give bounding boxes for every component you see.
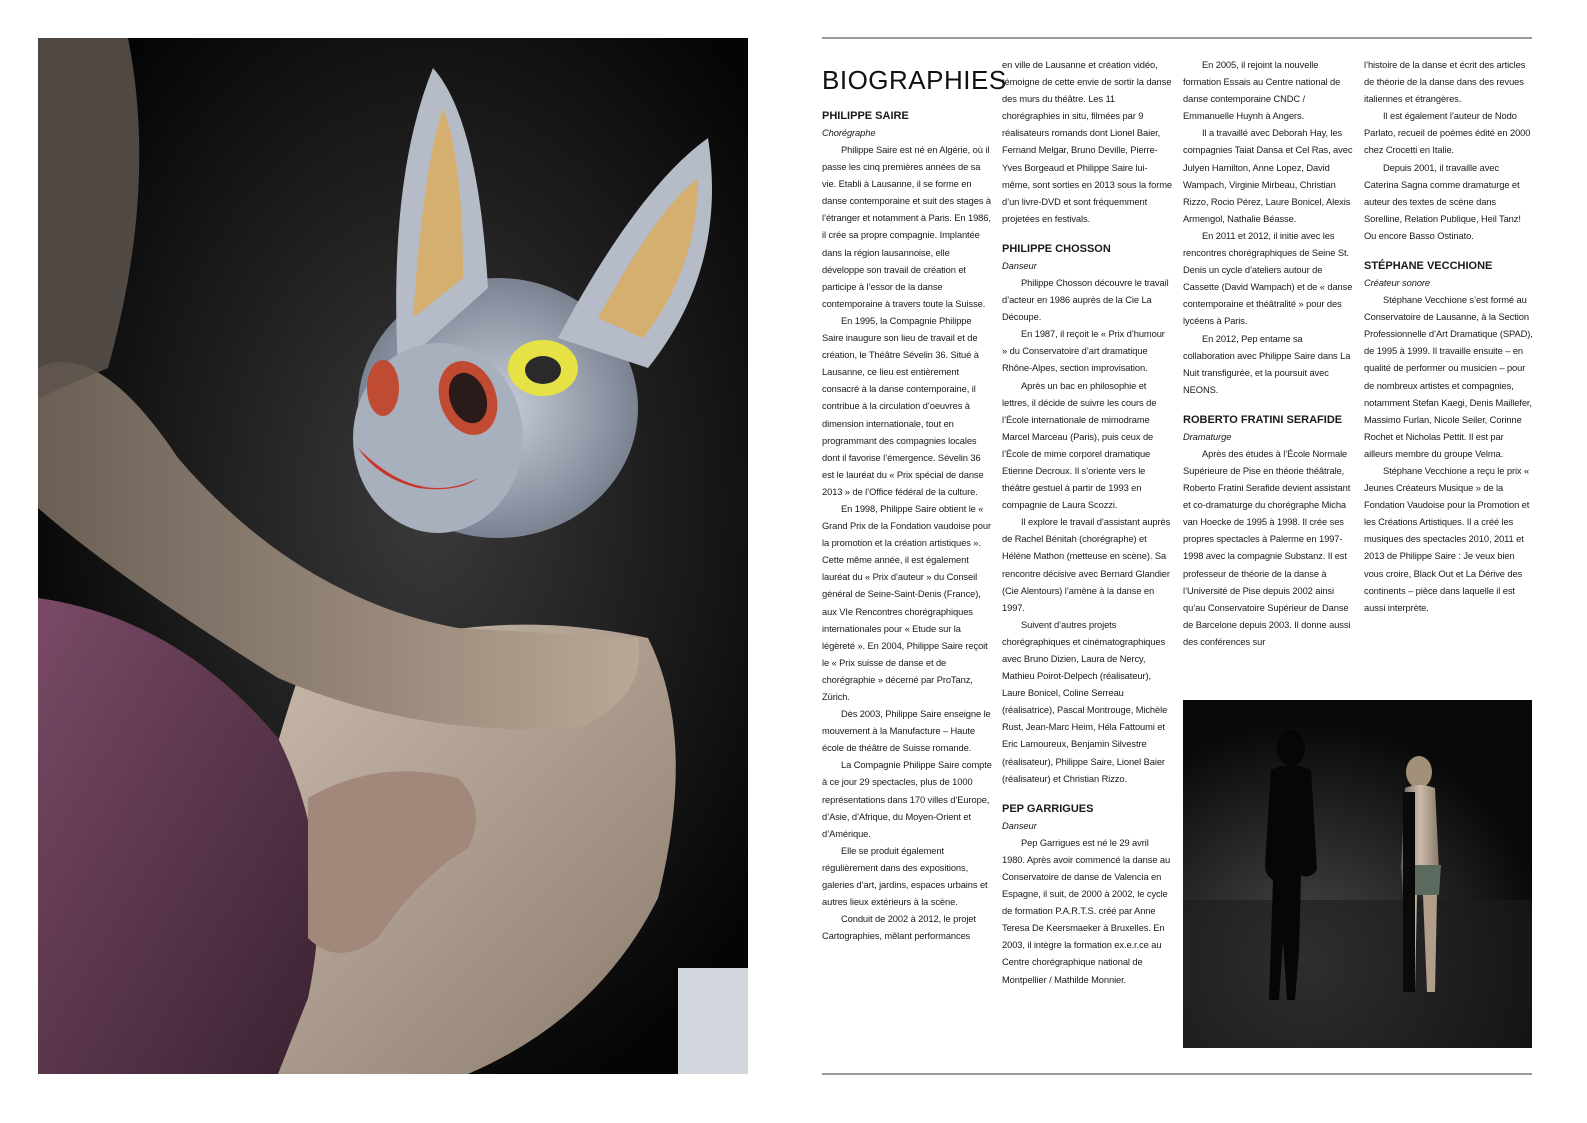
text-column-2 (1002, 57, 1172, 989)
bio-role: Chorégraphe (822, 128, 876, 138)
bio-paragraph: Après un bac en philosophie et lettres, il décide de suivre les cours de l’École internationale de mimodrame Marcel Marceau (Paris), puis ceux de l’École de mime corporel dramatique Etienne Decroux. Il s’oriente vers le théâtre gestuel à partir de 1993 en compagnie de Laura Scozzi. (1002, 380, 1157, 511)
bio-paragraph: Stéphane Vecchione a reçu le prix « Jeunes Créateurs Musique » de la Fondation Vaudoise pour la Promotion et les Créations Artistiques. Il a créé les musiques des spectacles 2010, 2011 et 2013 de Philippe Saire : Je veux bien vous croire, Black Out et La Dérive des continents – pièce dans laquelle il est aussi interprète. (1364, 465, 1530, 613)
bio-paragraph: Philippe Chosson découvre le travail d’acteur en 1986 auprès de la Cie La Découpe. (1002, 277, 1169, 323)
bio-paragraph: Suivent d’autres projets chorégraphiques et cinématographiques avec Bruno Dizien, Laura de Nercy, Mathieu Poirot-Delpech (réalisateur), Laure Bonicel, Coline Serreau (réalisatrice), Pascal Montrouge, Michèle Rust, Jean-Marc Heim, Héla Fattoumi et Eric Lamoureux, Benjamin Silvestre (réalisateur), Philippe Saire, Lionel Baier (réalisateur) et Christian Rizzo. (1002, 619, 1168, 784)
bio-paragraph-continued: l’histoire de la danse et écrit des articles de théorie de la danse dans des revues italiennes et étrangères. (1364, 60, 1526, 105)
dancer-donkey-mask-photo (38, 38, 748, 1074)
top-divider (822, 37, 1532, 39)
text-column-3 (1183, 57, 1353, 651)
bio-name: PHILIPPE SAIRE (822, 110, 909, 122)
bio-name: STÉPHANE VECCHIONE (1364, 260, 1493, 273)
text-column-1 (822, 57, 1007, 945)
bio-philippe-saire (822, 109, 992, 945)
bio-paragraph: En 2011 et 2012, il initie avec les rencontres chorégraphiques de Seine St. Denis un cycle d’ateliers autour de Cassette (David Wampach) et de « danse contemporaine et théâtralité » pour des lycéens à Paris. (1183, 230, 1353, 327)
bio-paragraph: En 1998, Philippe Saire obtient le « Grand Prix de la Fondation vaudoise pour la promotion et la création artistiques ». Cette même année, il est également lauréat du « Prix d’auteur » du Conseil général de Seine-Saint-Denis (France), aux VIe Rencontres chorégraphiques internationales pour « Etude sur la légèreté ». En 2004, Philippe Saire reçoit le « Prix suisse de danse et de chorégraphie » décerné par ProTanz, Zürich. (822, 503, 991, 702)
bio-paragraph: Pep Garrigues est né le 29 avril 1980. Après avoir commencé la danse au Conservatoire de danse de Valencia en Espagne, il suit, de 2000 à 2002, le cycle de formation P.A.R.T.S. créé par Anne Teresa De Keersmaeker à Bruxelles. En 2003, il intègre la formation ex.e.r.ce au Centre chorégraphique national de Montpellier / Mathilde Monnier. (1002, 837, 1171, 985)
bio-paragraph: Il a travaillé avec Deborah Hay, les compagnies Taiat Dansa et Cel Ras, avec Julyen Hamilton, Anne Lopez, David Wampach, Virginie Mirbeau, Christian Rizzo, Rocio Pérez, Laure Bonicel, Alexis Armengol, Nathalie Béasse. (1183, 128, 1353, 224)
dancers-stage-photo (1183, 700, 1532, 1048)
bio-roberto-fratini-serafide (1183, 413, 1353, 651)
bio-philippe-chosson (1002, 242, 1172, 788)
bio-paragraph: Conduit de 2002 à 2012, le projet Cartographies, mêlant performances (822, 914, 976, 942)
bio-name: PHILIPPE CHOSSON (1002, 242, 1111, 255)
bottom-divider (822, 1073, 1532, 1075)
bio-paragraph: Dès 2003, Philippe Saire enseigne le mouvement à la Manufacture – Haute école de théâtre de Suisse romande. (822, 709, 991, 754)
bio-paragraph: En 1995, la Compagnie Philippe Saire inaugure son lieu de travail et de création, le Théâtre Sévelin 36. Situé à Lausanne, ce lieu est entièrement consacré à la danse contemporaine, il contribue à la circulation d’oeuvres à dimension internationale, tout en programmant des compagnies locales dont il favorise l’émergence. Sévelin 36 est le lauréat du « Prix spécial de danse 2013 » de l’Office fédéral de la culture. (822, 315, 984, 497)
text-column-4 (1364, 57, 1534, 617)
bio-pep-garrigues (1002, 802, 1172, 989)
bio-paragraph-continued: en ville de Lausanne et création vidéo, témoigne de cette envie de sortir la danse des murs du théâtre. Les 11 chorégraphies in situ, filmées par 9 réalisateurs romands dont Lionel Baier, Fernand Melgar, Bruno Deville, Pierre-Yves Borgeaud et Philippe Saire lui-même, sont sorties en 2013 sous la forme d’un livre-DVD et sont fréquemment projetées en festivals. (1002, 60, 1172, 224)
bio-role: Danseur (1002, 260, 1037, 271)
bio-paragraph: La Compagnie Philippe Saire compte à ce jour 29 spectacles, plus de 1000 représentations dans 170 villes d’Europe, d’Asie, d’Afrique, du Moyen-Orient et d’Amérique. (822, 760, 992, 839)
bio-role: Créateur sonore (1364, 278, 1431, 289)
bio-paragraph: Depuis 2001, il travaille avec Caterina Sagna comme dramaturge et auteur des textes de scène dans Sorelline, Relation Publique, Heil Tanz! Ou encore Basso Ostinato. (1364, 162, 1521, 241)
bio-paragraph: Stéphane Vecchione s’est formé au Conservatoire de Lausanne, à la Section Professionnelle d’Art Dramatique (SPAD), de 1995 à 1999. Il travaille ensuite – en qualité de performer ou musicien – pour de nombreux artistes et compagnies, notamment Stefan Kaegi, Denis Maillefer, Massimo Furlan, Nicole Seiler, Corinne Rochet et Nicholas Pettit. Il est par ailleurs membre du groupe Velma. (1364, 295, 1533, 459)
bio-name: PEP GARRIGUES (1002, 802, 1094, 815)
bio-paragraph: En 2012, Pep entame sa collaboration avec Philippe Saire dans La Nuit transfigurée, et la poursuit avec NEONS. (1183, 333, 1351, 395)
bio-paragraph: Il est également l’auteur de Nodo Parlato, recueil de poèmes édité en 2000 chez Crocetti en Italie. (1364, 111, 1531, 156)
bio-role: Dramaturge (1183, 431, 1232, 442)
bio-paragraph: Après des études à l’École Normale Supérieure de Pise en théorie théâtrale, Roberto Fratini Serafide devient assistant et co-dramaturge du chorégraphe Micha van Hoecke de 1995 à 1998. Il crée ses propres spectacles à Palerme en 1997-1998 avec la compagnie Substanz. Il est professeur de théorie de la danse à l’Université de Pise depuis 2002 ainsi qu’au Conservatoire Supérieur de Danse de Barcelone depuis 2003. Il donne aussi des conférences sur (1183, 448, 1351, 647)
bio-paragraph: Philippe Saire est né en Algérie, où il passe les cinq premières années de sa vie. Etabli à Lausanne, il se forme en danse contemporaine et suit des stages à l’étranger et notamment à Paris. En 1986, il crée sa propre compagnie. Implantée dans la région lausannoise, elle développe son travail de création et participe à l’essor de la danse contemporaine à travers toute la Suisse. (822, 145, 991, 309)
bio-paragraph: En 1987, il reçoit le « Prix d’humour » du Conservatoire d’art dramatique Rhône-Alpes, section improvisation. (1002, 329, 1165, 374)
bio-name: ROBERTO FRATINI SERAFIDE (1183, 413, 1343, 426)
bio-paragraph: En 2005, il rejoint la nouvelle formation Essais au Centre national de danse contemporaine CNDC / Emmanuelle Huynh à Angers. (1183, 60, 1341, 122)
bio-role: Danseur (1002, 820, 1037, 831)
bio-paragraph: Il explore le travail d’assistant auprès de Rachel Bénitah (chorégraphe) et Hélène Mathon (metteuse en scène). Sa rencontre décisive avec Bernard Glandier (Cie Alentours) l’amène à la danse en 1997. (1002, 517, 1171, 613)
bio-paragraph: Elle se produit également régulièrement dans des expositions, galeries d’art, jardins, espaces urbains et autres lieux extérieurs à la scène. (822, 845, 988, 908)
bio-stephane-vecchione (1364, 259, 1534, 617)
page-title: BIOGRAPHIES (822, 65, 1007, 95)
